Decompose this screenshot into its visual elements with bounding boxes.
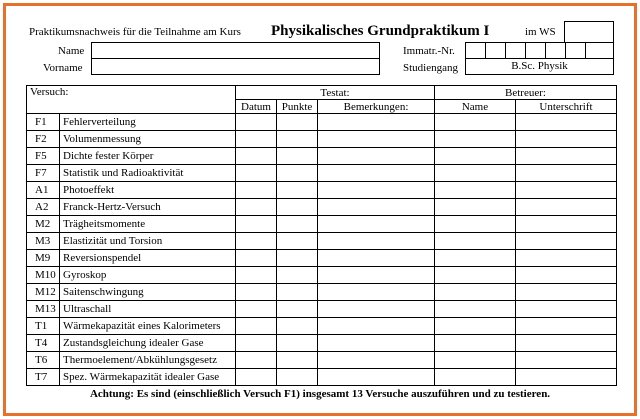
bemerkungen-cell[interactable] <box>318 301 435 318</box>
bemerkungen-cell[interactable] <box>318 165 435 182</box>
unterschrift-cell[interactable] <box>516 216 617 233</box>
table-row <box>27 267 617 284</box>
table-row <box>27 369 617 386</box>
versuch-code: A2 <box>27 199 60 216</box>
matrikel-label: Immatr.-Nr. <box>403 45 455 57</box>
versuch-code: M12 <box>27 284 60 301</box>
punkte-cell[interactable] <box>277 233 318 250</box>
bemerkungen-cell[interactable] <box>318 318 435 335</box>
unterschrift-cell[interactable] <box>516 233 617 250</box>
versuch-name: Gyroskop <box>60 267 236 284</box>
unterschrift-cell[interactable] <box>516 318 617 335</box>
table-row <box>27 165 617 182</box>
betreuer-name-cell[interactable] <box>435 301 516 318</box>
punkte-cell[interactable] <box>277 335 318 352</box>
vorname-label: Vorname <box>43 62 83 74</box>
versuch-name: Saitenschwingung <box>60 284 236 301</box>
datum-cell[interactable] <box>236 131 277 148</box>
datum-cell[interactable] <box>236 182 277 199</box>
betreuer-name-header: Name <box>435 100 516 114</box>
experiment-table <box>26 85 617 386</box>
table-row <box>27 352 617 369</box>
versuch-header: Versuch: <box>27 86 236 114</box>
versuch-name: Spez. Wärmekapazität idealer Gase <box>60 369 236 386</box>
footer-note: Achtung: Es sind (einschließlich Versuch F1) insgesamt 13 Versuche auszuführen und zu testieren. <box>89 388 551 400</box>
bemerkungen-cell[interactable] <box>318 250 435 267</box>
table-row <box>27 182 617 199</box>
punkte-cell[interactable] <box>277 131 318 148</box>
betreuer-name-cell[interactable] <box>435 267 516 284</box>
unterschrift-cell[interactable] <box>516 131 617 148</box>
punkte-cell[interactable] <box>277 352 318 369</box>
unterschrift-cell[interactable] <box>516 301 617 318</box>
datum-cell[interactable] <box>236 114 277 131</box>
datum-cell[interactable] <box>236 250 277 267</box>
datum-cell[interactable] <box>236 335 277 352</box>
testat-header: Testat: <box>236 86 435 100</box>
versuch-code: F7 <box>27 165 60 182</box>
versuch-code: T6 <box>27 352 60 369</box>
bemerkungen-cell[interactable] <box>318 199 435 216</box>
punkte-cell[interactable] <box>277 267 318 284</box>
punkte-cell[interactable] <box>277 216 318 233</box>
datum-cell[interactable] <box>236 369 277 386</box>
punkte-cell[interactable] <box>277 284 318 301</box>
table-row <box>27 301 617 318</box>
table-header-row <box>27 86 617 100</box>
betreuer-header: Betreuer: <box>435 86 617 100</box>
table-row <box>27 131 617 148</box>
punkte-cell[interactable] <box>277 250 318 267</box>
kurs-label: Praktikumsnachweis für die Teilnahme am Kurs <box>29 26 241 38</box>
punkte-cell[interactable] <box>277 148 318 165</box>
matrikel-digit[interactable] <box>545 42 566 59</box>
versuch-code: F1 <box>27 114 60 131</box>
versuch-name: Fehlerverteilung <box>60 114 236 131</box>
versuch-code: M13 <box>27 301 60 318</box>
versuch-name: Elastizität und Torsion <box>60 233 236 250</box>
bemerkungen-cell[interactable] <box>318 369 435 386</box>
name-field[interactable] <box>91 42 380 59</box>
unterschrift-cell[interactable] <box>516 250 617 267</box>
betreuer-name-cell[interactable] <box>435 233 516 250</box>
punkte-cell[interactable] <box>277 114 318 131</box>
table-row <box>27 250 617 267</box>
form-title: Physikalisches Grundpraktikum I <box>271 23 490 39</box>
betreuer-name-cell[interactable] <box>435 199 516 216</box>
datum-cell[interactable] <box>236 284 277 301</box>
versuch-name: Photoeffekt <box>60 182 236 199</box>
punkte-cell[interactable] <box>277 182 318 199</box>
datum-cell[interactable] <box>236 148 277 165</box>
unterschrift-cell[interactable] <box>516 284 617 301</box>
table-row <box>27 284 617 301</box>
datum-cell[interactable] <box>236 352 277 369</box>
bemerkungen-cell[interactable] <box>318 114 435 131</box>
betreuer-name-cell[interactable] <box>435 335 516 352</box>
punkte-cell[interactable] <box>277 301 318 318</box>
bemerkungen-cell[interactable] <box>318 284 435 301</box>
bemerkungen-cell[interactable] <box>318 216 435 233</box>
studiengang-field[interactable]: B.Sc. Physik <box>465 58 614 75</box>
table-row <box>27 335 617 352</box>
table-row <box>27 233 617 250</box>
versuch-code: T1 <box>27 318 60 335</box>
semester-field[interactable] <box>564 21 614 43</box>
matrikel-digit[interactable] <box>505 42 526 59</box>
bemerkungen-cell[interactable] <box>318 131 435 148</box>
bemerkungen-cell[interactable] <box>318 233 435 250</box>
unterschrift-cell[interactable] <box>516 267 617 284</box>
datum-header: Datum <box>236 100 277 114</box>
bemerkungen-cell[interactable] <box>318 352 435 369</box>
unterschrift-cell[interactable] <box>516 199 617 216</box>
bemerkungen-cell[interactable] <box>318 182 435 199</box>
datum-cell[interactable] <box>236 165 277 182</box>
punkte-cell[interactable] <box>277 199 318 216</box>
matrikel-digit[interactable] <box>525 42 546 59</box>
table-row <box>27 114 617 131</box>
betreuer-name-cell[interactable] <box>435 352 516 369</box>
datum-cell[interactable] <box>236 301 277 318</box>
vorname-field[interactable] <box>91 58 380 75</box>
versuch-code: M10 <box>27 267 60 284</box>
betreuer-name-cell[interactable] <box>435 284 516 301</box>
versuch-name: Trägheitsmomente <box>60 216 236 233</box>
versuch-code: A1 <box>27 182 60 199</box>
versuch-code: F2 <box>27 131 60 148</box>
table-row <box>27 199 617 216</box>
bemerkungen-cell[interactable] <box>318 267 435 284</box>
table-row <box>27 216 617 233</box>
bemerkungen-header: Bemerkungen: <box>318 100 435 114</box>
unterschrift-cell[interactable] <box>516 148 617 165</box>
versuch-name: Statistik und Radioaktivität <box>60 165 236 182</box>
versuch-name: Thermoelement/Abkühlungsgesetz <box>60 352 236 369</box>
unterschrift-cell[interactable] <box>516 369 617 386</box>
punkte-cell[interactable] <box>277 165 318 182</box>
datum-cell[interactable] <box>236 199 277 216</box>
versuch-code: T4 <box>27 335 60 352</box>
betreuer-name-cell[interactable] <box>435 114 516 131</box>
datum-cell[interactable] <box>236 216 277 233</box>
betreuer-name-cell[interactable] <box>435 250 516 267</box>
datum-cell[interactable] <box>236 267 277 284</box>
punkte-cell[interactable] <box>277 318 318 335</box>
versuch-name: Ultraschall <box>60 301 236 318</box>
versuch-name: Wärmekapazität eines Kalorimeters <box>60 318 236 335</box>
betreuer-name-cell[interactable] <box>435 182 516 199</box>
unterschrift-cell[interactable] <box>516 182 617 199</box>
versuch-code: M9 <box>27 250 60 267</box>
versuch-code: M3 <box>27 233 60 250</box>
matrikel-digit[interactable] <box>465 42 486 59</box>
datum-cell[interactable] <box>236 318 277 335</box>
unterschrift-cell[interactable] <box>516 114 617 131</box>
table-row <box>27 318 617 335</box>
table-row <box>27 148 617 165</box>
bemerkungen-cell[interactable] <box>318 335 435 352</box>
unterschrift-cell[interactable] <box>516 165 617 182</box>
matrikel-digit[interactable] <box>585 42 614 59</box>
betreuer-name-cell[interactable] <box>435 131 516 148</box>
matrikel-digit[interactable] <box>565 42 586 59</box>
versuch-name: Zustandsgleichung idealer Gase <box>60 335 236 352</box>
versuch-name: Dichte fester Körper <box>60 148 236 165</box>
name-label: Name <box>58 45 85 57</box>
datum-cell[interactable] <box>236 233 277 250</box>
studiengang-label: Studiengang <box>403 62 458 74</box>
versuch-code: F5 <box>27 148 60 165</box>
betreuer-name-cell[interactable] <box>435 216 516 233</box>
versuch-name: Franck-Hertz-Versuch <box>60 199 236 216</box>
versuch-code: M2 <box>27 216 60 233</box>
semester-label: im WS <box>525 26 556 38</box>
versuch-name: Reversionspendel <box>60 250 236 267</box>
betreuer-name-cell[interactable] <box>435 165 516 182</box>
versuch-name: Volumenmessung <box>60 131 236 148</box>
matrikel-digit[interactable] <box>485 42 506 59</box>
punkte-cell[interactable] <box>277 369 318 386</box>
betreuer-name-cell[interactable] <box>435 318 516 335</box>
bemerkungen-cell[interactable] <box>318 148 435 165</box>
unterschrift-header: Unterschrift <box>516 100 617 114</box>
betreuer-name-cell[interactable] <box>435 148 516 165</box>
punkte-header: Punkte <box>277 100 318 114</box>
unterschrift-cell[interactable] <box>516 335 617 352</box>
unterschrift-cell[interactable] <box>516 352 617 369</box>
versuch-code: T7 <box>27 369 60 386</box>
betreuer-name-cell[interactable] <box>435 369 516 386</box>
